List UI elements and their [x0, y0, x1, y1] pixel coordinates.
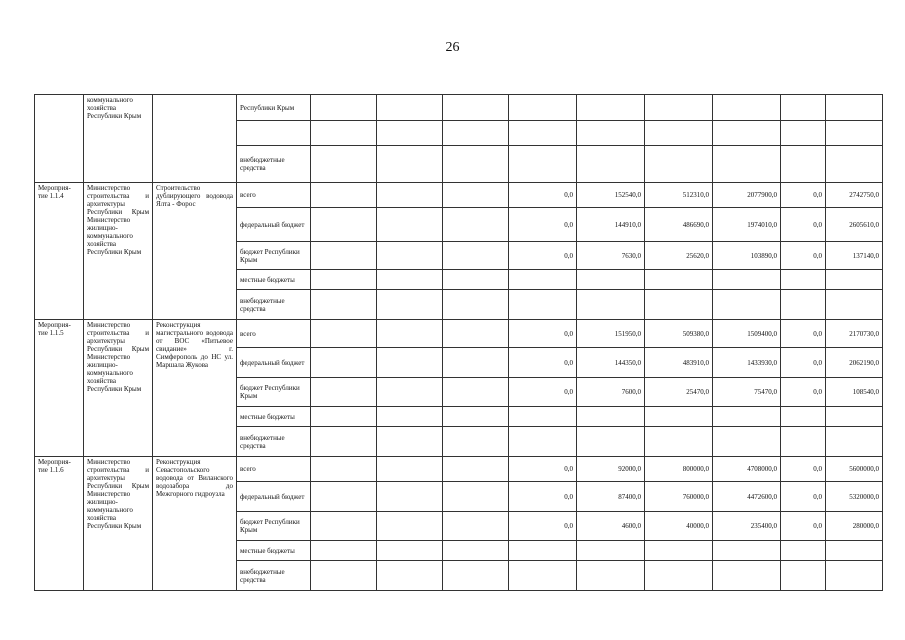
- amount-cell: 0,0: [509, 183, 577, 208]
- funding-source: федеральный бюджет: [237, 208, 311, 242]
- amount-cell: 512310,0: [645, 183, 713, 208]
- amount-cell: 0,0: [781, 320, 826, 348]
- funding-source: бюджет Республики Крым: [237, 242, 311, 270]
- table-row: [35, 183, 883, 208]
- funding-source: бюджет Республики Крым: [237, 378, 311, 407]
- amount-cell: 760000,0: [645, 482, 713, 512]
- amount-cell: 75470,0: [713, 378, 781, 407]
- amount-cell: 7630,0: [577, 242, 645, 270]
- funding-source: бюджет Республики Крым: [237, 512, 311, 541]
- amount-cell: 800000,0: [645, 457, 713, 482]
- amount-cell: 7600,0: [577, 378, 645, 407]
- amount-cell: [509, 407, 577, 427]
- amount-cell: 0,0: [781, 512, 826, 541]
- amount-cell: 0,0: [509, 378, 577, 407]
- amount-cell: [713, 270, 781, 290]
- amount-cell: [645, 541, 713, 561]
- amount-cell: 4600,0: [577, 512, 645, 541]
- amount-cell: 137140,0: [826, 242, 883, 270]
- measure-name-cell: [153, 95, 237, 183]
- amount-cell: [826, 427, 883, 457]
- amount-cell: [826, 407, 883, 427]
- amount-cell: 0,0: [781, 348, 826, 378]
- amount-cell: [509, 541, 577, 561]
- amount-cell: 486690,0: [645, 208, 713, 242]
- amount-cell: 0,0: [509, 242, 577, 270]
- amount-cell: 1433930,0: [713, 348, 781, 378]
- amount-cell: 0,0: [781, 208, 826, 242]
- amount-cell: 144910,0: [577, 208, 645, 242]
- measure-name-cell: Реконструкция Севастопольского водовода от Виланского водозабора до Межгорного гидроузла: [153, 457, 237, 591]
- amount-cell: 2062190,0: [826, 348, 883, 378]
- org-cell: Министерство строительства и архитектуры Республики Крым Министерство жилищно-коммунального хозяйства Республики Крым: [84, 320, 153, 457]
- amount-cell: [509, 561, 577, 591]
- amount-cell: 5320000,0: [826, 482, 883, 512]
- table-row: [35, 457, 883, 482]
- amount-cell: 280000,0: [826, 512, 883, 541]
- amount-cell: [713, 561, 781, 591]
- funding-source: всего: [237, 320, 311, 348]
- amount-cell: [713, 541, 781, 561]
- amount-cell: 5600000,0: [826, 457, 883, 482]
- amount-cell: 0,0: [781, 183, 826, 208]
- amount-cell: 0,0: [781, 378, 826, 407]
- funding-source: местные бюджеты: [237, 407, 311, 427]
- amount-cell: 2077900,0: [713, 183, 781, 208]
- budget-table: [34, 94, 883, 591]
- amount-cell: 0,0: [781, 482, 826, 512]
- amount-cell: 509380,0: [645, 320, 713, 348]
- amount-cell: [509, 427, 577, 457]
- amount-cell: [781, 290, 826, 320]
- amount-cell: 0,0: [509, 482, 577, 512]
- amount-cell: [713, 427, 781, 457]
- measure-name-cell: Реконструкция магистрального водовода от ВОС «Питьевое свидание» г. Симферополь до НС ул. Маршала Жукова: [153, 320, 237, 457]
- amount-cell: 151950,0: [577, 320, 645, 348]
- amount-cell: [645, 270, 713, 290]
- amount-cell: [577, 290, 645, 320]
- amount-cell: [577, 427, 645, 457]
- measure-id-cell: [35, 95, 84, 183]
- amount-cell: 2605610,0: [826, 208, 883, 242]
- amount-cell: 108540,0: [826, 378, 883, 407]
- amount-cell: 0,0: [509, 348, 577, 378]
- measure-name-cell: Строительство дублирующего водовода Ялта - Форос: [153, 183, 237, 320]
- amount-cell: [826, 270, 883, 290]
- amount-cell: 1974010,0: [713, 208, 781, 242]
- measure-id-cell: Мероприя-тие 1.1.5: [35, 320, 84, 457]
- amount-cell: 152540,0: [577, 183, 645, 208]
- funding-source: внебюджетные средства: [237, 146, 311, 183]
- amount-cell: 0,0: [509, 457, 577, 482]
- org-cell: Министерство строительства и архитектуры Республики Крым Министерство жилищно-коммунального хозяйства Республики Крым: [84, 183, 153, 320]
- amount-cell: 87400,0: [577, 482, 645, 512]
- page-number: 26: [445, 40, 460, 55]
- measure-id-cell: Мероприя-тие 1.1.4: [35, 183, 84, 320]
- amount-cell: [826, 541, 883, 561]
- amount-cell: [645, 427, 713, 457]
- funding-source: внебюджетные средства: [237, 561, 311, 591]
- funding-source: всего: [237, 457, 311, 482]
- amount-cell: 40000,0: [645, 512, 713, 541]
- amount-cell: [781, 541, 826, 561]
- funding-source: федеральный бюджет: [237, 348, 311, 378]
- amount-cell: 103890,0: [713, 242, 781, 270]
- funding-source: внебюджетные средства: [237, 427, 311, 457]
- amount-cell: 1509400,0: [713, 320, 781, 348]
- amount-cell: 25620,0: [645, 242, 713, 270]
- funding-source: Республики Крым: [237, 95, 311, 121]
- amount-cell: 4472600,0: [713, 482, 781, 512]
- amount-cell: [781, 561, 826, 591]
- amount-cell: [509, 290, 577, 320]
- amount-cell: [645, 561, 713, 591]
- org-cell: коммунального хозяйства Республики Крым: [84, 95, 153, 183]
- amount-cell: [577, 270, 645, 290]
- amount-cell: 92000,0: [577, 457, 645, 482]
- amount-cell: 0,0: [781, 242, 826, 270]
- amount-cell: [826, 561, 883, 591]
- amount-cell: 2742750,0: [826, 183, 883, 208]
- amount-cell: 25470,0: [645, 378, 713, 407]
- amount-cell: [826, 290, 883, 320]
- amount-cell: 0,0: [781, 457, 826, 482]
- amount-cell: 0,0: [509, 512, 577, 541]
- amount-cell: 235400,0: [713, 512, 781, 541]
- amount-cell: 0,0: [509, 208, 577, 242]
- measure-id-cell: Мероприя-тие 1.1.6: [35, 457, 84, 591]
- amount-cell: 4708000,0: [713, 457, 781, 482]
- amount-cell: [577, 407, 645, 427]
- amount-cell: [781, 427, 826, 457]
- amount-cell: [781, 407, 826, 427]
- funding-source: федеральный бюджет: [237, 482, 311, 512]
- funding-source: внебюджетные средства: [237, 290, 311, 320]
- amount-cell: [713, 407, 781, 427]
- amount-cell: [645, 407, 713, 427]
- amount-cell: 2170730,0: [826, 320, 883, 348]
- org-cell: Министерство строительства и архитектуры Республики Крым Министерство жилищно-коммунального хозяйства Республики Крым: [84, 457, 153, 591]
- amount-cell: [781, 270, 826, 290]
- funding-source: [237, 121, 311, 146]
- funding-source: всего: [237, 183, 311, 208]
- amount-cell: [713, 290, 781, 320]
- amount-cell: [577, 561, 645, 591]
- amount-cell: [645, 290, 713, 320]
- amount-cell: 483910,0: [645, 348, 713, 378]
- amount-cell: [577, 541, 645, 561]
- table-row: [35, 320, 883, 348]
- funding-source: местные бюджеты: [237, 541, 311, 561]
- amount-cell: 144350,0: [577, 348, 645, 378]
- amount-cell: [509, 270, 577, 290]
- table-row: [35, 95, 883, 121]
- amount-cell: 0,0: [509, 320, 577, 348]
- funding-source: местные бюджеты: [237, 270, 311, 290]
